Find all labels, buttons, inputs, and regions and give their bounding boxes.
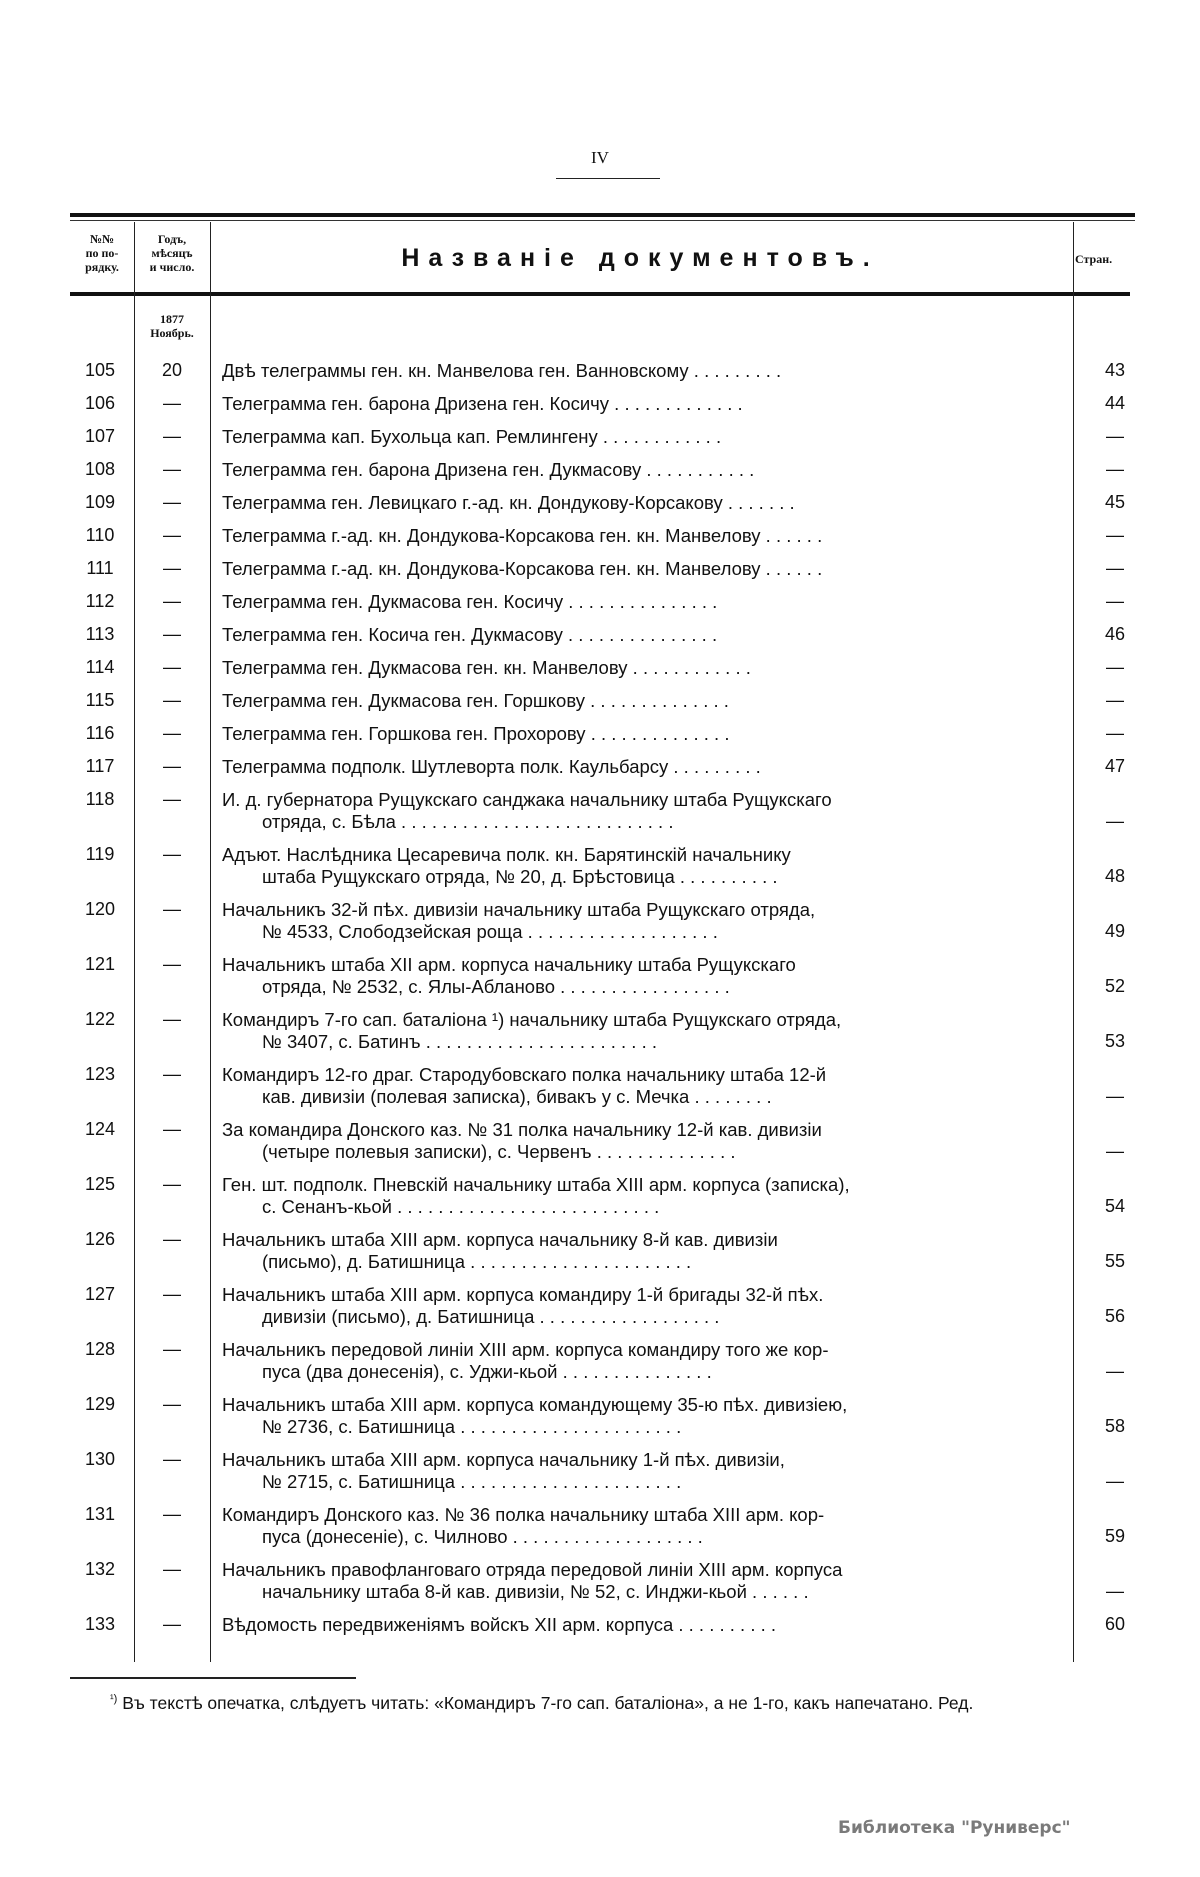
row-date: — — [163, 1394, 181, 1414]
row-number: 120 — [84, 899, 116, 919]
row-title — [222, 1559, 1132, 1603]
row-date: — — [163, 789, 181, 809]
year: 1877 — [160, 312, 184, 326]
row-title — [222, 1614, 1132, 1636]
header-num-line: рядку. — [85, 260, 119, 274]
row-date: — — [163, 690, 181, 710]
row-title — [222, 657, 1132, 679]
row-title-line: Начальникъ штаба XIII арм. корпуса командиру 1-й бригады 32-й пѣх. — [222, 1284, 824, 1305]
row-title-line: Вѣдомость передвиженіямъ войскъ XII арм. корпуса . . . . . . . . . . — [222, 1614, 777, 1635]
row-title-line: И. д. губернатора Рущукскаго санджака начальнику штаба Рущукскаго — [222, 789, 832, 810]
header-date-line: и число. — [149, 260, 195, 274]
row-page: 59 — [1104, 1526, 1126, 1546]
row-title-line: № 2736, с. Батишница . . . . . . . . . . . . . . . . . . . . . . — [262, 1416, 682, 1437]
row-date: — — [163, 756, 181, 776]
row-title — [222, 954, 1132, 998]
row-page: — — [1106, 1086, 1124, 1106]
row-number: 113 — [85, 624, 115, 644]
row-title — [222, 492, 1132, 514]
row-title-line: пуса (донесеніе), с. Чилново . . . . . . . . . . . . . . . . . . . — [262, 1526, 703, 1547]
row-title-line: Телеграмма ген. Дукмасова ген. Горшкову . . . . . . . . . . . . . . — [222, 690, 729, 711]
row-date: — — [163, 1229, 181, 1249]
row-number: 111 — [86, 558, 114, 578]
row-title — [222, 899, 1132, 943]
row-title-line: Начальникъ штаба XIII арм. корпуса командующему 35-ю пѣх. дивизіею, — [222, 1394, 848, 1415]
row-number: 133 — [84, 1614, 116, 1634]
row-title — [222, 1119, 1132, 1163]
row-title-line: Начальникъ штаба XIII арм. корпуса начальнику 8-й кав. дивизіи — [222, 1229, 778, 1250]
row-title-line: Телеграмма ген. Дукмасова ген. кн. Манвелову . . . . . . . . . . . . — [222, 657, 751, 678]
row-title-line: штаба Рущукскаго отряда, № 20, д. Брѣстовица . . . . . . . . . . — [262, 866, 778, 887]
row-title — [222, 624, 1132, 646]
row-title — [222, 1504, 1132, 1548]
row-number: 109 — [84, 492, 116, 512]
row-title-line: Командиръ 12-го драг. Стародубовскаго полка начальнику штаба 12-й — [222, 1064, 827, 1085]
row-title — [222, 690, 1132, 712]
header-date-line: Годъ, — [157, 232, 187, 246]
row-page: — — [1106, 811, 1124, 831]
row-number: 130 — [84, 1449, 116, 1469]
row-date: — — [163, 844, 181, 864]
row-page: 56 — [1104, 1306, 1126, 1326]
row-number: 112 — [85, 591, 115, 611]
row-number: 129 — [84, 1394, 116, 1414]
row-title — [222, 723, 1132, 745]
row-date: 20 — [161, 360, 183, 380]
row-date: — — [163, 1449, 181, 1469]
row-title-line: Телеграмма ген. Дукмасова ген. Косичу . . . . . . . . . . . . . . . — [222, 591, 718, 612]
row-date: — — [163, 624, 181, 644]
row-number: 121 — [84, 954, 116, 974]
table-header-rule — [70, 292, 1130, 296]
row-number: 123 — [84, 1064, 116, 1084]
row-page: — — [1106, 1581, 1124, 1601]
row-page: — — [1106, 525, 1124, 545]
row-number: 105 — [84, 360, 116, 380]
row-page: 52 — [1104, 976, 1126, 996]
row-number: 115 — [85, 690, 115, 710]
row-page: 58 — [1104, 1416, 1126, 1436]
page-number-rule — [556, 178, 660, 179]
row-title-line: Начальникъ 32-й пѣх. дивизіи начальнику штаба Рущукскаго отряда, — [222, 899, 816, 920]
row-title-line: Телеграмма подполк. Шутлеворта полк. Каульбарсу . . . . . . . . . — [222, 756, 761, 777]
row-title-line: № 3407, с. Батинъ . . . . . . . . . . . . . . . . . . . . . . . — [262, 1031, 657, 1052]
row-page: 43 — [1104, 360, 1126, 380]
row-title-line: Начальникъ штаба XII арм. корпуса начальнику штаба Рущукскаго — [222, 954, 796, 975]
row-title — [222, 558, 1132, 580]
column-divider-date — [210, 222, 211, 1662]
header-page: Стран. — [1075, 252, 1113, 266]
row-title-line: Телеграмма ген. барона Дризена ген. Дукмасову . . . . . . . . . . . — [222, 459, 755, 480]
row-title — [222, 525, 1132, 547]
month: Ноябрь. — [150, 326, 194, 340]
row-title — [222, 426, 1132, 448]
header-num-line: по по- — [85, 246, 119, 260]
row-date: — — [163, 954, 181, 974]
row-page: 45 — [1104, 492, 1126, 512]
row-date: — — [163, 558, 181, 578]
row-title-line: Начальникъ правофланговаго отряда передовой линіи XIII арм. корпуса — [222, 1559, 843, 1580]
row-page: 47 — [1104, 756, 1126, 776]
row-title-line: начальнику штаба 8-й кав. дивизіи, № 52, с. Инджи-кьой . . . . . . — [262, 1581, 809, 1602]
footnote-rule — [70, 1677, 356, 1679]
row-title-line: отряда, с. Бѣла . . . . . . . . . . . . . . . . . . . . . . . . . . . — [262, 811, 674, 832]
row-number: 116 — [85, 723, 115, 743]
row-title — [222, 1174, 1132, 1218]
row-number: 125 — [84, 1174, 116, 1194]
row-title — [222, 789, 1132, 833]
row-number: 127 — [84, 1284, 116, 1304]
row-number: 117 — [85, 756, 115, 776]
row-page: 44 — [1104, 393, 1126, 413]
row-page: 48 — [1104, 866, 1126, 886]
row-title-line: Двѣ телеграммы ген. кн. Манвелова ген. Ванновскому . . . . . . . . . — [222, 360, 782, 381]
row-date: — — [163, 426, 181, 446]
row-page: — — [1106, 558, 1124, 578]
header-date — [134, 232, 210, 274]
row-title — [222, 459, 1132, 481]
row-title-line: Телеграмма кап. Бухольца кап. Ремлингену . . . . . . . . . . . . — [222, 426, 722, 447]
row-page: — — [1106, 1141, 1124, 1161]
row-date: — — [163, 492, 181, 512]
row-date: — — [163, 1559, 181, 1579]
row-page: — — [1106, 459, 1124, 479]
row-title — [222, 1064, 1132, 1108]
row-page: 60 — [1104, 1614, 1126, 1634]
row-page: 55 — [1104, 1251, 1126, 1271]
row-title — [222, 1284, 1132, 1328]
row-page: — — [1106, 591, 1124, 611]
row-number: 126 — [84, 1229, 116, 1249]
row-date: — — [163, 1284, 181, 1304]
watermark: Библиотека "Руниверс" — [838, 1818, 1071, 1838]
row-title-line: № 4533, Слободзейская роща . . . . . . . . . . . . . . . . . . . — [262, 921, 718, 942]
row-title-line: № 2715, с. Батишница . . . . . . . . . . . . . . . . . . . . . . — [262, 1471, 682, 1492]
header-title: Названіе документовъ. — [401, 244, 879, 272]
row-title — [222, 844, 1132, 888]
row-title-line: отряда, № 2532, с. Ялы-Абланово . . . . . . . . . . . . . . . . . — [262, 976, 730, 997]
header-num — [70, 232, 134, 274]
row-title — [222, 756, 1132, 778]
row-date: — — [163, 723, 181, 743]
year-label — [134, 312, 210, 340]
row-title-line: Ген. шт. подполк. Пневскій начальнику штаба XIII арм. корпуса (записка), — [222, 1174, 850, 1195]
row-title-line: Телеграмма ген. Левицкаго г.-ад. кн. Дондукову-Корсакову . . . . . . . — [222, 492, 795, 513]
row-title-line: дивизіи (письмо), д. Батишница . . . . . . . . . . . . . . . . . . — [262, 1306, 720, 1327]
row-title-line: кав. дивизіи (полевая записка), бивакъ у с. Мечка . . . . . . . . — [262, 1086, 772, 1107]
row-date: — — [163, 459, 181, 479]
row-title-line: За командира Донского каз. № 31 полка начальнику 12-й кав. дивизіи — [222, 1119, 822, 1140]
row-title-line: (письмо), д. Батишница . . . . . . . . . . . . . . . . . . . . . . — [262, 1251, 692, 1272]
footnote — [70, 1688, 1140, 1714]
row-title — [222, 393, 1132, 415]
table-top-rule — [70, 213, 1135, 217]
row-number: 124 — [84, 1119, 116, 1139]
row-number: 131 — [84, 1504, 116, 1524]
row-title — [222, 360, 1132, 382]
row-title-line: Начальникъ штаба XIII арм. корпуса начальнику 1-й пѣх. дивизіи, — [222, 1449, 785, 1470]
page-number: IV — [591, 148, 609, 167]
row-title — [222, 1339, 1132, 1383]
row-date: — — [163, 1064, 181, 1084]
row-number: 119 — [85, 844, 115, 864]
row-title-line: пуса (два донесенія), с. Уджи-кьой . . . . . . . . . . . . . . . — [262, 1361, 712, 1382]
row-number: 118 — [85, 789, 115, 809]
row-title — [222, 1449, 1132, 1493]
row-date: — — [163, 1174, 181, 1194]
row-title — [222, 1009, 1132, 1053]
row-title-line: Командиръ 7-го сап. баталіона ¹) начальнику штаба Рущукскаго отряда, — [222, 1009, 842, 1030]
header-date-line: мѣсяцъ — [151, 246, 193, 260]
row-title-line: с. Сенанъ-кьой . . . . . . . . . . . . . . . . . . . . . . . . . . — [262, 1196, 660, 1217]
row-title-line: Телеграмма г.-ад. кн. Дондукова-Корсакова ген. кн. Манвелову . . . . . . — [222, 558, 823, 579]
row-title-line: Телеграмма ген. барона Дризена ген. Косичу . . . . . . . . . . . . . — [222, 393, 743, 414]
row-title-line: Телеграмма г.-ад. кн. Дондукова-Корсакова ген. кн. Манвелову . . . . . . — [222, 525, 823, 546]
footnote-marker: ¹) — [110, 1693, 118, 1705]
table-top-rule-thin — [70, 220, 1135, 221]
row-page: — — [1106, 1361, 1124, 1381]
row-page: — — [1106, 723, 1124, 743]
row-title-line: (четыре полевыя записки), с. Червенъ . . . . . . . . . . . . . . — [262, 1141, 736, 1162]
row-title-line: Начальникъ передовой линіи XIII арм. корпуса командиру того же кор- — [222, 1339, 829, 1360]
row-date: — — [163, 1119, 181, 1139]
row-page: 49 — [1104, 921, 1126, 941]
row-number: 106 — [84, 393, 116, 413]
row-number: 132 — [84, 1559, 116, 1579]
row-number: 108 — [84, 459, 116, 479]
row-date: — — [163, 899, 181, 919]
row-date: — — [163, 1009, 181, 1029]
row-title — [222, 591, 1132, 613]
row-date: — — [163, 1339, 181, 1359]
row-page: — — [1106, 426, 1124, 446]
row-date: — — [163, 393, 181, 413]
row-page: — — [1106, 690, 1124, 710]
header-num-line: №№ — [89, 232, 115, 246]
row-title-line: Телеграмма ген. Горшкова ген. Прохорову . . . . . . . . . . . . . . — [222, 723, 730, 744]
row-date: — — [163, 525, 181, 545]
row-title — [222, 1394, 1132, 1438]
footnote-text: Въ текстѣ опечатка, слѣдуетъ читать: «Командиръ 7-го сап. баталіона», а не 1-го, какъ напечатано. Ред. — [122, 1692, 974, 1713]
row-date: — — [163, 1614, 181, 1634]
row-number: 110 — [85, 525, 115, 545]
row-date: — — [163, 1504, 181, 1524]
row-page: — — [1106, 657, 1124, 677]
row-title-line: Телеграмма ген. Косича ген. Дукмасову . . . . . . . . . . . . . . . — [222, 624, 718, 645]
row-number: 122 — [84, 1009, 116, 1029]
row-title-line: Командиръ Донского каз. № 36 полка начальнику штаба XIII арм. кор- — [222, 1504, 825, 1525]
row-title-line: Адъют. Наслѣдника Цесаревича полк. кн. Барятинскій начальнику — [222, 844, 791, 865]
row-number: 114 — [85, 657, 115, 677]
row-page: 54 — [1104, 1196, 1126, 1216]
row-page: 53 — [1104, 1031, 1126, 1051]
row-number: 128 — [84, 1339, 116, 1359]
row-number: 107 — [84, 426, 116, 446]
row-page: — — [1106, 1471, 1124, 1491]
row-date: — — [163, 657, 181, 677]
row-title — [222, 1229, 1132, 1273]
row-date: — — [163, 591, 181, 611]
row-page: 46 — [1104, 624, 1126, 644]
